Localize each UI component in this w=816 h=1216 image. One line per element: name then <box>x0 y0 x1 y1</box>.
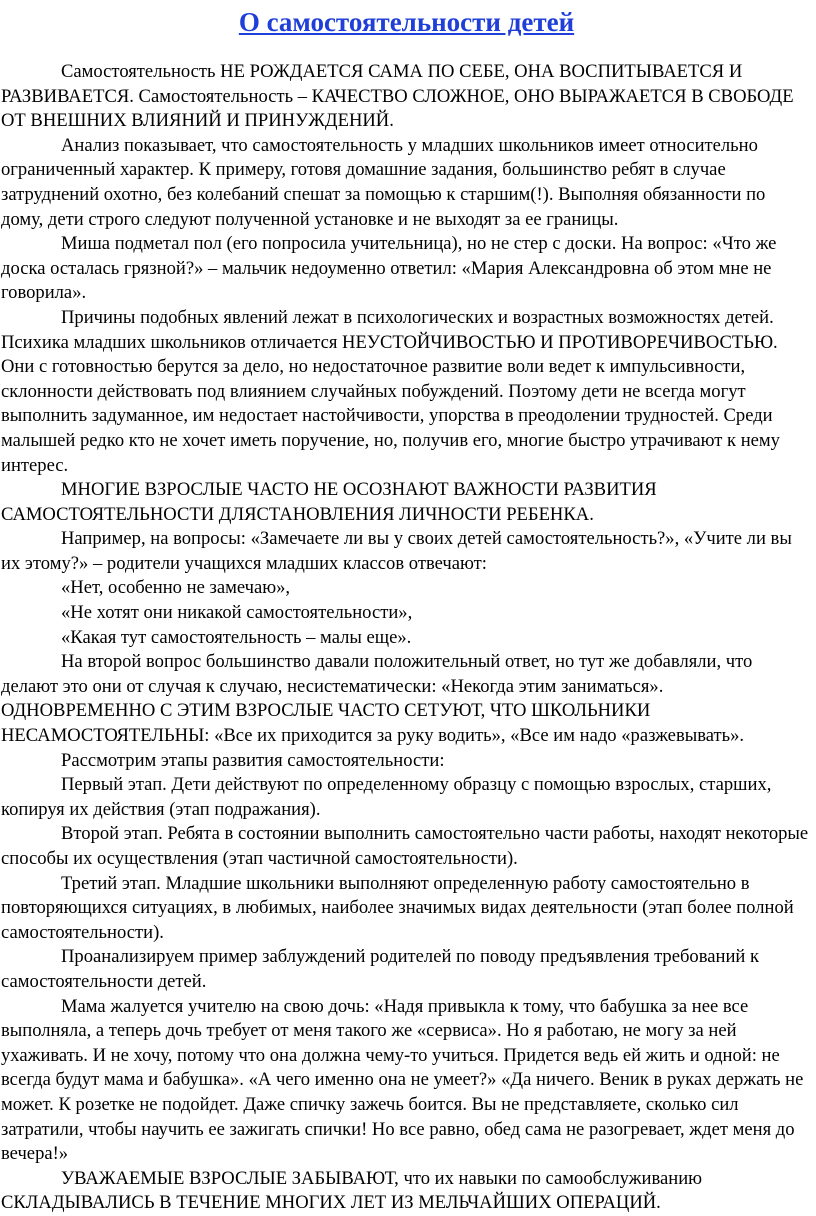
paragraph-analysis: Анализ показывает, что самостоятельность у младших школьников имеет относительно ограниченный характер. К примеру, готовя домашние задания, большинство ребят в случае затруднений охотно, без колебаний спешат за помощью к старшим(!). Выполняя обязанности по дому, дети строго следуют полученной установке и не выходят за ее границы. <box>1 134 766 230</box>
paragraph-stages-intro: Рассмотрим этапы развития самостоятельности: <box>61 749 445 771</box>
document-title: О самостоятельности детей <box>238 7 575 37</box>
paragraph-adults-forget: УВАЖАЕМЫЕ ВЗРОСЛЫЕ ЗАБЫВАЮТ, что их навыки по самообслуживанию СКЛАДЫВАЛИСЬ В ТЕЧЕНИЕ МНОГИХ ЛЕТ ИЗ МЕЛЬЧАЙШИХ ОПЕРАЦИЙ. <box>1 1167 703 1214</box>
paragraph-stage-1: Первый этап. Дети действуют по определенному образцу с помощью взрослых, старших, копируя их действия (этап подражания). <box>1 774 772 820</box>
paragraph-parents-mistakes: Проанализируем пример заблуждений родителей по поводу предъявления требований к самостоятельности детей. <box>1 946 760 992</box>
paragraph-stage-2: Второй этап. Ребята в состоянии выполнить самостоятельно части работы, находят некоторые способы их осуществления (этап частичной самостоятельности). <box>1 823 809 869</box>
paragraph-mother-complaint: Мама жалуется учителю на свою дочь: «Надя привыкла к тому, что бабушка за нее все выполняла, а теперь дочь требует от меня такого же «сервиса». Но я работаю, не могу за ней ухаживать. И не хочу, потому что она должна чему-то учиться. Придется ведь ей жить и одной: не всегда будут мама и бабушка». «А чего именно она не умеет?» «Да ничего. Веник в руках держать не может. К розетке не подойдет. Даже спичку зажечь боится. Вы не представляете, сколько сил затратили, чтобы научить ее зажигать спички! Но все равно, обед сама не разогревает, ждет меня до вечера!» <box>1 995 804 1165</box>
paragraph-intro: Самостоятельность НЕ РОЖДАЕТСЯ САМА ПО СЕБЕ, ОНА ВОСПИТЫВАЕТСЯ И РАЗВИВАЕТСЯ. Самостоятельность – КАЧЕСТВО СЛОЖНОЕ, ОНО ВЫРАЖАЕТСЯ В СВОБОДЕ ОТ ВНЕШНИХ ВЛИЯНИЙ И ПРИНУЖДЕНИЙ. <box>1 61 794 132</box>
paragraph-adults-unaware: МНОГИЕ ВЗРОСЛЫЕ ЧАСТО НЕ ОСОЗНАЮТ ВАЖНОСТИ РАЗВИТИЯ САМОСТОЯТЕЛЬНОСТИ ДЛЯСТАНОВЛЕНИЯ ЛИЧНОСТИ РЕБЕНКА. <box>1 479 657 525</box>
paragraph-second-question: На второй вопрос большинство давали положительный ответ, но тут же добавляли, что делают это они от случая к случаю, несистематически: «Некогда этим заниматься». ОДНОВРЕМЕННО С ЭТИМ ВЗРОСЛЫЕ ЧАСТО СЕТУЮТ, ЧТО ШКОЛЬНИКИ НЕСАМОСТОЯТЕЛЬНЫ: «Все их приходится за руку водить», «Все им надо «разжевывать». <box>1 651 753 747</box>
document-body <box>1 60 812 1216</box>
quote-answer-1: «Нет, особенно не замечаю», <box>61 577 291 599</box>
quote-answer-3: «Какая тут самостоятельность – малы еще». <box>61 626 412 648</box>
paragraph-survey-questions: Например, на вопросы: «Замечаете ли вы у своих детей самостоятельность?», «Учите ли вы их этому?» – родители учащихся младших классов отвечают: <box>1 528 792 574</box>
quote-answer-2: «Не хотят они никакой самостоятельности», <box>61 602 413 624</box>
paragraph-stage-3: Третий этап. Младшие школьники выполняют определенную работу самостоятельно в повторяющихся ситуациях, в любимых, наиболее значимых видах деятельности (этап более полной самостоятельности). <box>1 872 794 943</box>
paragraph-misha-example: Миша подметал пол (его попросила учительница), но не стер с доски. На вопрос: «Что же доска осталась грязной?» – мальчик недоуменно ответил: «Мария Александровна об этом мне не говорила». <box>1 233 777 304</box>
paragraph-causes: Причины подобных явлений лежат в психологических и возрастных возможностях детей. Психика младших школьников отличается НЕУСТОЙЧИВОСТЬЮ И ПРОТИВОРЕЧИВОСТЬЮ. Они с готовностью берутся за дело, но недостаточное развитие воли ведет к импульсивности, склонности действовать под влиянием случайных побуждений. Поэтому дети не всегда могут выполнить задуманное, им недостает настойчивости, упорства в преодолении трудностей. Среди малышей редко кто не хочет иметь поручение, но, получив его, многие быстро утрачивают к нему интерес. <box>1 306 780 476</box>
